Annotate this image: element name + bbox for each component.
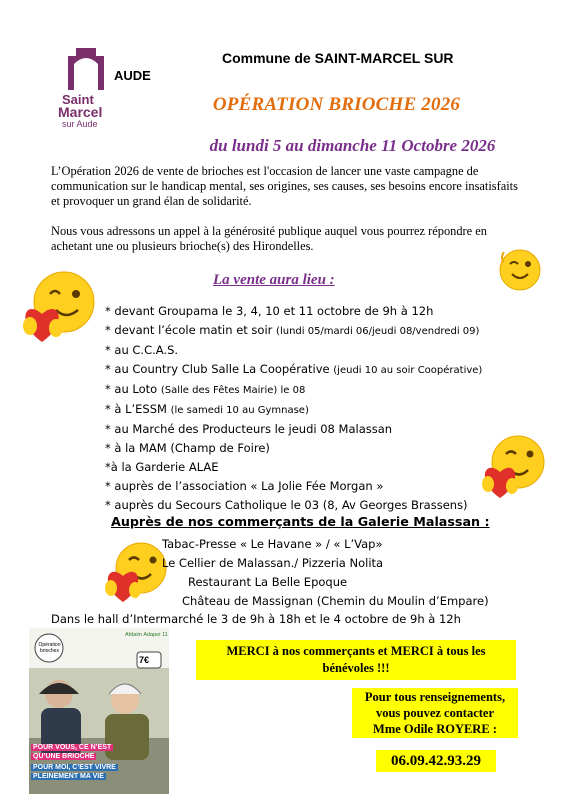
logo-line-3: sur Aude [62,119,98,129]
campaign-poster [29,628,169,794]
poster-price: 7€ [139,655,150,665]
list-item: *à la Garderie ALAE [105,460,219,474]
commercant-item: Le Cellier de Malassan./ Pizzeria Nolita [162,556,384,570]
vente-heading: La vente aura lieu : [213,272,335,288]
list-item: * auprès de l’association « La Jolie Fée Morgan » [105,479,384,493]
list-item: * à la MAM (Champ de Foire) [105,441,270,455]
poster-slogan-1: POUR VOUS, CE N’EST [33,744,112,751]
event-dates: du lundi 5 au dimanche 11 Octobre 2026 [209,136,496,155]
list-item: * au Marché des Producteurs le jeudi 08 Malassan [105,422,393,436]
commercant-item: Château de Massignan (Chemin du Moulin d’Empare) [182,594,489,608]
contact-info [352,688,518,738]
thanks-line-2: bénévoles !!! [322,661,390,675]
heart-smiley-icon [494,246,546,294]
poster-badge: Opération brioches [38,642,61,654]
poster-org: Afdaim Adapei 11 [125,632,168,638]
heart-smiley-icon [20,268,102,348]
intermarche-line: Dans le hall d’Intermarché le 3 de 9h à 18h et le 4 octobre de 9h à 12h [51,612,461,626]
commercants-heading: Auprès de nos commerçants de la Galerie Malassan : [111,514,490,529]
poster-slogan-4: PLEINEMENT MA VIE [33,773,104,780]
contact-line-2: vous pouvez contacter [375,706,495,720]
contact-line-3: Mme Odile ROYERE : [373,722,497,736]
intro-paragraph-1: L’Opération 2026 de vente de brioches est l'occasion de lancer une vaste campagne de communication sur le handicap mental, ses origines, ses causes, ses besoins encore insatisfaits et provoquer un grand élan de solidarité. [51,164,518,208]
list-item: * auprès du Secours Catholique le 03 (8, Av Georges Brassens) [105,498,468,512]
commune-logo [58,42,110,134]
list-item: * à L’ESSM (le samedi 10 au Gymnase) [105,402,309,416]
list-item: * au Country Club Salle La Coopérative (jeudi 10 au soir Coopérative) [105,362,483,376]
logo-line-1: Saint [62,92,94,107]
contact-line-1: Pour tous renseignements, [364,690,506,704]
thanks-banner [196,640,516,680]
page-title: OPÉRATION BRIOCHE 2026 [212,94,461,115]
intro-paragraph-2: Nous vous adressons un appel à la générosité publique auquel vous pourrez répondre en achetant une ou plusieurs brioche(s) des Hirondelles. [51,224,487,253]
locations-list [105,302,482,515]
contact-phone: 06.09.42.93.29 [376,750,496,772]
commercant-item: Tabac-Presse « Le Havane » / « L’Vap» [162,537,383,551]
commune-name: Commune de SAINT-MARCEL SUR [222,50,454,66]
commercant-item: Restaurant La Belle Epoque [188,575,348,589]
list-item: * devant Groupama le 3, 4, 10 et 11 octobre de 9h à 12h [105,304,434,318]
list-item: * au C.C.A.S. [105,343,179,357]
list-item: * devant l’école matin et soir (lundi 05/mardi 06/jeudi 08/vendredi 09) [105,323,480,337]
commune-aude: AUDE [114,68,151,83]
logo-line-2: Marcel [58,104,103,120]
thanks-line-1: MERCI à nos commerçants et MERCI à tous les [226,644,486,658]
heart-smiley-icon [480,432,550,504]
poster-slogan-3: POUR MOI, C’EST VIVRE [33,764,116,771]
poster-slogan-2: QU’UNE BRIOCHE [33,753,95,760]
list-item: * au Loto (Salle des Fêtes Mairie) le 08 [105,382,306,396]
intro-text [51,164,521,254]
